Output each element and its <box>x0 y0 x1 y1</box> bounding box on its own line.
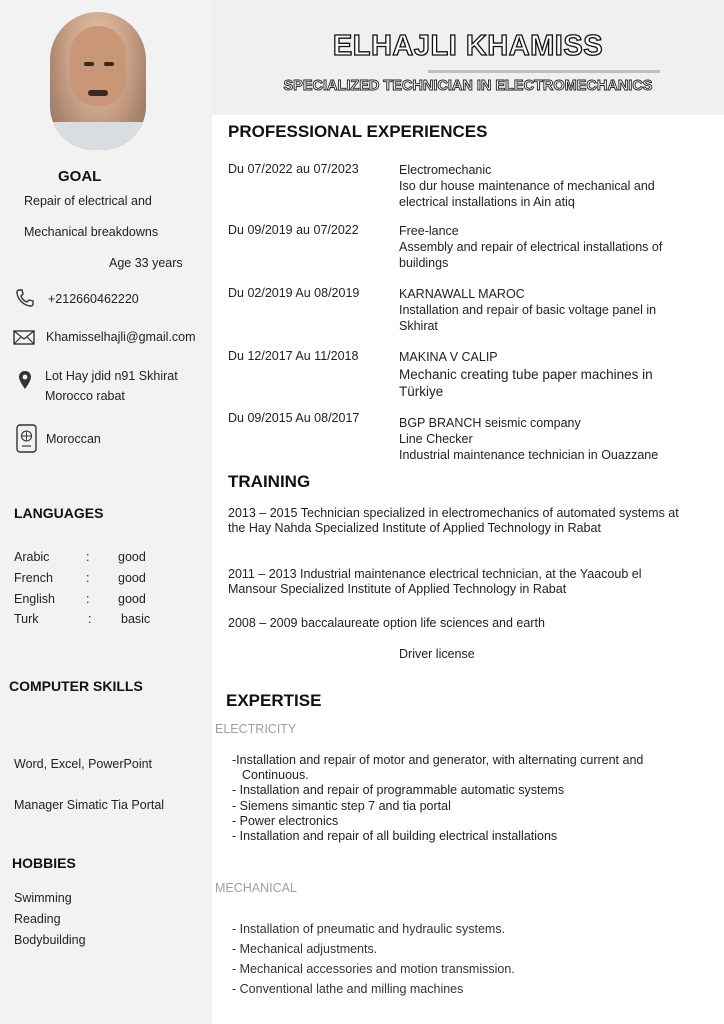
language-row <box>14 571 154 587</box>
language-row <box>14 612 154 628</box>
experience-detail: Industrial maintenance technician in Ouazzane <box>399 448 659 462</box>
experience-detail: Line Checker <box>399 432 473 446</box>
computer-skills-heading: COMPUTER SKILLS <box>9 678 143 694</box>
computer-skill-item: Word, Excel, PowerPoint <box>14 757 153 771</box>
language-name: French <box>14 571 53 585</box>
experience-detail: Mechanic creating tube paper machines in <box>399 367 653 382</box>
hobby-item: Reading <box>14 912 61 926</box>
experience-detail: buildings <box>399 256 449 270</box>
languages-heading: LANGUAGES <box>14 505 104 521</box>
language-separator: : <box>86 592 90 606</box>
goal-line-2: Mechanical breakdowns <box>24 225 159 239</box>
electricity-item: - Power electronics <box>232 813 339 828</box>
experience-detail: Iso dur house maintenance of mechanical and <box>399 179 655 193</box>
electricity-item: - Installation and repair of all building electrical installations <box>232 829 558 844</box>
experience-employer: MAKINA V CALIP <box>399 350 498 364</box>
nationality-text: Moroccan <box>46 432 101 446</box>
expertise-heading: EXPERTISE <box>226 691 322 710</box>
experience-employer: Free-lance <box>399 224 459 238</box>
language-separator: : <box>88 612 92 626</box>
photo-mustache <box>88 90 108 96</box>
driver-license: Driver license <box>399 647 475 661</box>
computer-skill-item: Manager Simatic Tia Portal <box>14 798 165 812</box>
experience-entry <box>399 286 699 334</box>
experience-entry <box>399 349 699 400</box>
experiences-heading: PROFESSIONAL EXPERIENCES <box>228 122 488 141</box>
mechanical-list <box>232 922 692 1002</box>
experience-entry <box>399 223 699 271</box>
email-text[interactable]: Khamisselhajli@gmail.com <box>46 330 196 344</box>
language-name: English <box>14 592 55 606</box>
experience-employer: Electromechanic <box>399 163 492 177</box>
experience-date: Du 07/2022 au 07/2023 <box>228 162 359 176</box>
address-line-1: Lot Hay jdid n91 Skhirat <box>45 369 178 383</box>
address-line-2: Morocco rabat <box>45 389 125 403</box>
experience-date: Du 12/2017 Au 11/2018 <box>228 349 359 363</box>
email-icon <box>13 326 35 348</box>
experience-detail: Skhirat <box>399 319 438 333</box>
mechanical-item: - Mechanical adjustments. <box>232 942 378 956</box>
language-level: good <box>118 571 146 585</box>
training-item: 2011 – 2013 Industrial maintenance electrical technician, at the Yaacoub el Mansour Specialized Institute of Applied Technology in Rabat <box>228 567 642 596</box>
hobby-item: Swimming <box>14 891 72 905</box>
phone-icon <box>14 287 36 309</box>
training-item: 2008 – 2009 baccalaureate option life sciences and earth <box>228 616 545 630</box>
photo-eye-left <box>84 62 94 66</box>
job-title: SPECIALIZED TECHNICIAN IN ELECTROMECHANICS <box>283 78 653 94</box>
phone-text[interactable]: +212660462220 <box>48 292 139 306</box>
language-level: good <box>118 592 146 606</box>
mechanical-item: - Installation of pneumatic and hydraulic systems. <box>232 922 506 936</box>
age-text: Age 33 years <box>109 256 183 270</box>
language-level: good <box>118 550 146 564</box>
electricity-item: -Installation and repair of motor and generator, with alternating current and <box>232 753 644 767</box>
experience-date: Du 09/2019 au 07/2022 <box>228 223 359 237</box>
experience-entry <box>399 162 699 210</box>
experience-date: Du 02/2019 Au 08/2019 <box>228 286 360 300</box>
electricity-list <box>232 753 692 844</box>
hobby-item: Bodybuilding <box>14 933 86 947</box>
electricity-label: ELECTRICITY <box>215 722 297 736</box>
electricity-item: Continuous. <box>242 768 309 783</box>
language-separator: : <box>86 550 90 564</box>
profile-photo <box>50 12 146 150</box>
name-underline <box>428 70 660 73</box>
experience-detail: electrical installations in Ain atiq <box>399 195 575 209</box>
experience-detail: Assembly and repair of electrical installations of <box>399 240 663 254</box>
training-item: 2013 – 2015 Technician specialized in electromechanics of automated systems at the Hay Nahda Specialized Institute of Applied Technology in Rabat <box>228 506 679 535</box>
photo-eye-right <box>104 62 114 66</box>
mechanical-item: - Mechanical accessories and motion transmission. <box>232 962 515 976</box>
language-name: Arabic <box>14 550 50 564</box>
language-level: basic <box>121 612 151 626</box>
mechanical-item: - Conventional lathe and milling machines <box>232 982 464 996</box>
electricity-item: - Installation and repair of programmable automatic systems <box>232 783 565 798</box>
experience-employer: BGP BRANCH seismic company <box>399 416 581 430</box>
training-heading: TRAINING <box>228 472 311 491</box>
language-name: Turk <box>14 612 39 626</box>
electricity-item: - Siemens simantic step 7 and tia portal <box>232 798 451 813</box>
language-row <box>14 550 154 566</box>
experience-detail: Türkiye <box>399 384 444 399</box>
goal-line-1: Repair of electrical and <box>24 194 152 208</box>
experience-entry <box>399 415 699 463</box>
experience-detail: Installation and repair of basic voltage panel in <box>399 303 657 317</box>
location-pin-icon <box>14 369 36 391</box>
mechanical-label: MECHANICAL <box>215 881 297 895</box>
experience-date: Du 09/2015 Au 08/2017 <box>228 411 360 425</box>
photo-shirt <box>50 122 146 150</box>
passport-icon <box>15 424 39 454</box>
experience-employer: KARNAWALL MAROC <box>399 287 525 301</box>
language-row <box>14 592 154 608</box>
candidate-name: ELHAJLI KHAMISS <box>332 30 604 62</box>
goal-heading: GOAL <box>58 168 102 185</box>
language-separator: : <box>86 571 90 585</box>
hobbies-heading: HOBBIES <box>12 855 76 871</box>
